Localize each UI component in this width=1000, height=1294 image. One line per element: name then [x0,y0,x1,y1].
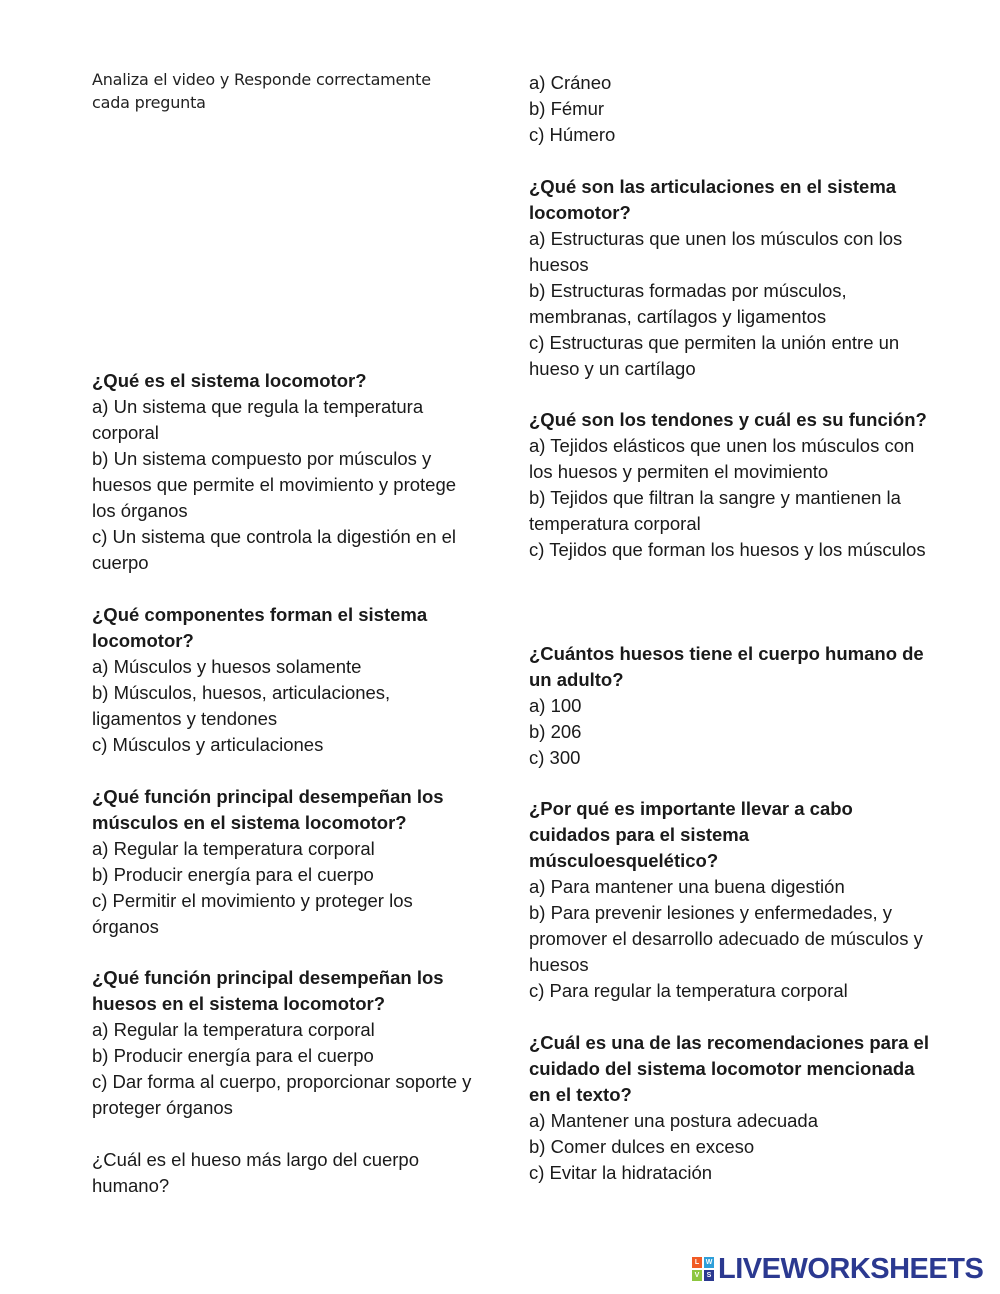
question-text: ¿Por qué es importante llevar a cabo cuidados para el sistema músculoesquelético? [529,798,853,871]
question-block [92,784,472,940]
answer-option-c[interactable]: c) Tejidos que forman los huesos y los músculos [529,539,926,560]
answer-option-b[interactable]: b) Un sistema compuesto por músculos y huesos que permite el movimiento y protege los órganos [92,448,457,521]
question-block [529,407,929,563]
question-block [92,368,472,576]
logo-square: L [692,1257,702,1268]
answer-option-c[interactable]: c) Húmero [529,124,616,145]
question-block [529,174,929,382]
question-text: ¿Qué son las articulaciones en el sistema locomotor? [529,176,897,223]
logo-square: S [704,1270,714,1281]
answer-option-a[interactable]: a) Regular la temperatura corporal [92,838,375,859]
liveworksheets-logo [692,1254,983,1284]
answer-option-c[interactable]: c) Evitar la hidratación [529,1162,713,1183]
answer-option-c[interactable]: c) Músculos y articulaciones [92,734,324,755]
answer-option-a[interactable]: a) Músculos y huesos solamente [92,656,362,677]
answer-option-b[interactable]: b) 206 [529,721,582,742]
answer-option-a[interactable]: a) Mantener una postura adecuada [529,1110,819,1131]
answer-option-b[interactable]: b) Tejidos que filtran la sangre y mantienen la temperatura corporal [529,487,901,534]
question-text: ¿Cuántos huesos tiene el cuerpo humano de un adulto? [529,643,924,690]
answer-option-b[interactable]: b) Músculos, huesos, articulaciones, ligamentos y tendones [92,682,391,729]
question-block [92,1147,472,1199]
question-text: ¿Qué función principal desempeñan los músculos en el sistema locomotor? [92,786,444,833]
answer-option-a[interactable]: a) Para mantener una buena digestión [529,876,845,897]
question-text: ¿Qué es el sistema locomotor? [92,370,367,391]
logo-text: LIVEWORKSHEETS [718,1253,984,1285]
answer-option-c[interactable]: c) Dar forma al cuerpo, proporcionar soporte y proteger órganos [92,1071,472,1118]
question-block [92,965,472,1121]
instructions-text: Analiza el video y Responde correctamente cada pregunta [92,70,431,112]
question-block [92,602,472,758]
answer-option-a[interactable]: a) Tejidos elásticos que unen los músculos con los huesos y permiten el movimiento [529,435,915,482]
question-text: ¿Qué función principal desempeñan los huesos en el sistema locomotor? [92,967,444,1014]
question-text: ¿Qué son los tendones y cuál es su función? [529,409,927,430]
answer-option-a[interactable]: a) Cráneo [529,72,612,93]
answer-option-b[interactable]: b) Producir energía para el cuerpo [92,864,374,885]
answer-option-b[interactable]: b) Para prevenir lesiones y enfermedades, y promover el desarrollo adecuado de músculos y huesos [529,902,923,975]
question-block [529,641,929,771]
answer-option-a[interactable]: a) Regular la temperatura corporal [92,1019,375,1040]
answer-option-c[interactable]: c) Permitir el movimiento y proteger los órganos [92,890,413,937]
logo-square: W [705,1259,713,1266]
logo-square: V [692,1270,702,1281]
answer-option-b[interactable]: b) Comer dulces en exceso [529,1136,755,1157]
answer-option-c[interactable]: c) Estructuras que permiten la unión entre un hueso y un cartílago [529,332,900,379]
question-text: ¿Cuál es el hueso más largo del cuerpo humano? [92,1149,420,1196]
answer-option-c[interactable]: c) Un sistema que controla la digestión en el cuerpo [92,526,457,573]
answer-option-b[interactable]: b) Fémur [529,98,605,119]
answer-option-c[interactable]: c) Para regular la temperatura corporal [529,980,848,1001]
question-text: ¿Qué componentes forman el sistema locomotor? [92,604,428,651]
answer-option-c[interactable]: c) 300 [529,747,581,768]
answer-option-b[interactable]: b) Producir energía para el cuerpo [92,1045,374,1066]
answer-option-a[interactable]: a) Un sistema que regula la temperatura corporal [92,396,424,443]
answer-option-a[interactable]: a) 100 [529,695,582,716]
logo-squares-icon [692,1257,714,1281]
question-block [529,70,929,148]
answer-option-a[interactable]: a) Estructuras que unen los músculos con los huesos [529,228,903,275]
question-text: ¿Cuál es una de las recomendaciones para el cuidado del sistema locomotor mencionada en el texto? [529,1032,929,1105]
question-block [529,796,929,1004]
answer-option-b[interactable]: b) Estructuras formadas por músculos, membranas, cartílagos y ligamentos [529,280,847,327]
question-block [529,1030,929,1186]
